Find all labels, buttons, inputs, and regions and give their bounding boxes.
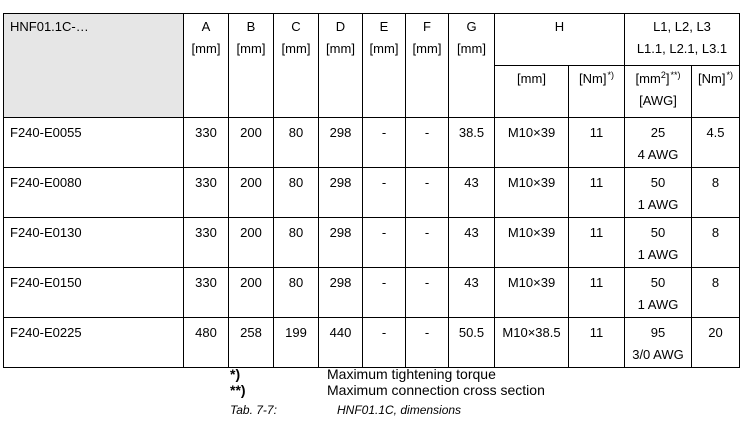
cell-l-cross-section — [625, 268, 692, 318]
col-c-unit: [mm] — [281, 41, 311, 56]
footnote-mark: **) — [230, 382, 246, 398]
cell-l-nm: 8 — [692, 218, 740, 268]
caption-label: Tab. 7-7: — [230, 403, 277, 417]
cell-f: - — [406, 268, 449, 318]
col-e-unit: [mm] — [369, 41, 399, 56]
cell-l-cross-section — [625, 218, 692, 268]
cell-b: 200 — [229, 118, 274, 168]
cell-e: - — [363, 218, 406, 268]
cell-l-awg: 1 AWG — [637, 297, 679, 312]
cell-g: 43 — [449, 268, 495, 318]
cell-c: 80 — [274, 218, 319, 268]
cell-b: 258 — [229, 318, 274, 368]
col-d-unit: [mm] — [326, 41, 355, 56]
table-row — [4, 218, 740, 268]
col-b-unit: [mm] — [236, 41, 266, 56]
col-f-unit: [mm] — [412, 41, 442, 56]
cell-l-nm: 8 — [692, 268, 740, 318]
torque-footnote-mark: *) — [726, 70, 733, 80]
cell-a: 480 — [184, 318, 229, 368]
row-model-name: F240-E0150 — [4, 268, 184, 318]
caption-text: HNF01.1C, dimensions — [337, 403, 462, 417]
row-model-name: F240-E0225 — [4, 318, 184, 368]
table-row — [4, 268, 740, 318]
table-row — [4, 168, 740, 218]
col-e-label: E — [379, 19, 389, 34]
cell-h-nm: 11 — [569, 268, 625, 318]
cell-b: 200 — [229, 168, 274, 218]
cell-a: 330 — [184, 268, 229, 318]
cell-c: 80 — [274, 118, 319, 168]
cell-h-nm: 11 — [569, 318, 625, 368]
row-model-name: F240-E0130 — [4, 218, 184, 268]
col-l-nm-unit: [Nm]*) — [692, 66, 740, 118]
footnote-mark: *) — [230, 366, 241, 382]
col-d-label: D — [335, 19, 346, 34]
table-row — [4, 318, 740, 368]
cell-g: 43 — [449, 218, 495, 268]
footnote-text: Maximum connection cross section — [327, 382, 545, 398]
col-d-header — [319, 14, 363, 118]
cell-h-mm: M10×39 — [495, 268, 569, 318]
cell-a: 330 — [184, 218, 229, 268]
col-f-header — [406, 14, 449, 118]
col-b-label: B — [246, 19, 256, 34]
cell-a: 330 — [184, 118, 229, 168]
col-g-header — [449, 14, 495, 118]
cell-h-mm: M10×39 — [495, 118, 569, 168]
col-l-header — [625, 14, 740, 66]
cell-c: 80 — [274, 168, 319, 218]
torque-footnote-mark: *) — [607, 70, 614, 80]
cell-h-mm: M10×38.5 — [495, 318, 569, 368]
cell-g: 43 — [449, 168, 495, 218]
footnote-text: Maximum tightening torque — [327, 366, 496, 382]
col-h-mm-unit: [mm] — [495, 66, 569, 118]
cell-d: 440 — [319, 318, 363, 368]
cell-b: 200 — [229, 268, 274, 318]
cell-e: - — [363, 168, 406, 218]
header-row-top — [4, 14, 740, 66]
cell-l-awg: 3/0 AWG — [632, 347, 684, 362]
cell-g: 38.5 — [449, 118, 495, 168]
col-h-label: H — [554, 19, 565, 34]
cell-h-mm: M10×39 — [495, 218, 569, 268]
cell-l-cross-section — [625, 168, 692, 218]
cell-d: 298 — [319, 168, 363, 218]
cell-e: - — [363, 118, 406, 168]
col-g-unit: [mm] — [457, 41, 486, 56]
cell-f: - — [406, 218, 449, 268]
cell-g: 50.5 — [449, 318, 495, 368]
col-h-nm-unit: [Nm]*) — [569, 66, 625, 118]
cell-l-mm2: 25 — [650, 125, 666, 140]
table-row — [4, 118, 740, 168]
cell-e: - — [363, 318, 406, 368]
cell-a: 330 — [184, 168, 229, 218]
cell-l-cross-section — [625, 318, 692, 368]
cell-b: 200 — [229, 218, 274, 268]
col-g-label: G — [466, 19, 477, 34]
cell-l-awg: 4 AWG — [637, 147, 679, 162]
cell-h-nm: 11 — [569, 168, 625, 218]
cell-l-awg: 1 AWG — [637, 247, 679, 262]
cell-c: 80 — [274, 268, 319, 318]
cell-f: - — [406, 168, 449, 218]
col-h-header — [495, 14, 625, 66]
cell-d: 298 — [319, 118, 363, 168]
col-c-label: C — [291, 19, 301, 34]
cell-c: 199 — [274, 318, 319, 368]
cell-l-nm: 4.5 — [692, 118, 740, 168]
cell-h-nm: 11 — [569, 118, 625, 168]
cell-l-nm: 20 — [692, 318, 740, 368]
col-l-label-line1: L1, L2, L3 — [653, 19, 711, 34]
cell-d: 298 — [319, 218, 363, 268]
cell-l-mm2: 50 — [650, 225, 666, 240]
col-a-label: A — [201, 19, 211, 34]
cross-section-footnote-mark: **) — [670, 70, 681, 80]
cell-l-mm2: 50 — [650, 175, 666, 190]
cell-e: - — [363, 268, 406, 318]
col-a-unit: [mm] — [191, 41, 221, 56]
col-l-label-line2: L1.1, L2.1, L3.1 — [636, 41, 728, 56]
cell-l-nm: 8 — [692, 168, 740, 218]
col-l-mm2-unit: $[mm^2]^{**)}$ [AWG] — [625, 66, 692, 118]
cell-l-cross-section — [625, 118, 692, 168]
col-a-header — [184, 14, 229, 118]
row-model-name: F240-E0080 — [4, 168, 184, 218]
cell-d: 298 — [319, 268, 363, 318]
col-b-header — [229, 14, 274, 118]
col-l-awg-unit: [AWG] — [639, 93, 677, 108]
cell-l-mm2: 50 — [650, 275, 666, 290]
cell-l-mm2: 95 — [650, 325, 666, 340]
cell-l-awg: 1 AWG — [637, 197, 679, 212]
col-c-header — [274, 14, 319, 118]
dimensions-table — [3, 13, 740, 368]
model-header-cell: HNF01.1C-… — [4, 14, 184, 118]
col-f-label: F — [423, 19, 431, 34]
cell-f: - — [406, 318, 449, 368]
col-e-header — [363, 14, 406, 118]
row-model-name: F240-E0055 — [4, 118, 184, 168]
cell-h-nm: 11 — [569, 218, 625, 268]
cell-h-mm: M10×39 — [495, 168, 569, 218]
cell-f: - — [406, 118, 449, 168]
